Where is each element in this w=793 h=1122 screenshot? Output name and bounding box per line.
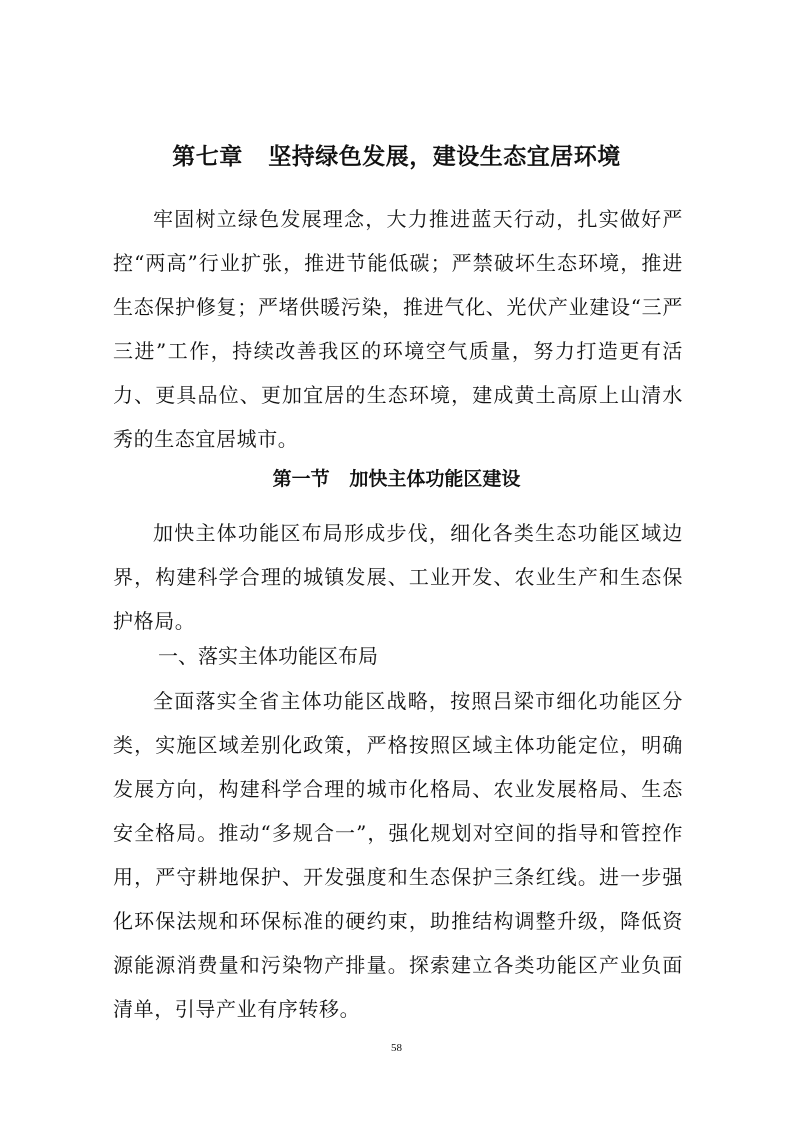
section-intro-paragraph: 加快主体功能区布局形成步伐，细化各类生态功能区域边界，构建科学合理的城镇发展、工业开发、农业生产和生态保护格局。: [113, 521, 683, 633]
section-title: 第一节 加快主体功能区建设: [272, 468, 521, 490]
subsection-body-paragraph: 全面落实全省主体功能区战略，按照吕梁市细化功能区分类，实施区域差别化政策，严格按照区域主体功能定位，明确发展方向，构建科学合理的城市化格局、农业发展格局、生态安全格局。推动“多规合一”，强化规划对空间的指导和管控作用，严守耕地保护、开发强度和生态保护三条红线。进一步强化环保法规和环保标准的硬约束，助推结构调整升级，降低资源能源消费量和污染物产排量。探索建立各类功能区产业负面清单，引导产业有序转移。: [113, 689, 683, 1021]
page-number: 58: [391, 1042, 402, 1054]
chapter-intro-paragraph: 牢固树立绿色发展理念，大力推进蓝天行动，扎实做好严控“两高”行业扩张，推进节能低碳；严禁破坏生态环境，推进生态保护修复；严堵供暖污染，推进气化、光伏产业建设“三严三进”工作，持续改善我区的环境空气质量，努力打造更有活力、更具品位、更加宜居的生态环境，建成黄土高原上山清水秀的生态宜居城市。: [113, 207, 683, 451]
subsection-title: 一、落实主体功能区布局: [158, 644, 378, 668]
chapter-title: 第七章 坚持绿色发展，建设生态宜居环境: [172, 144, 621, 170]
